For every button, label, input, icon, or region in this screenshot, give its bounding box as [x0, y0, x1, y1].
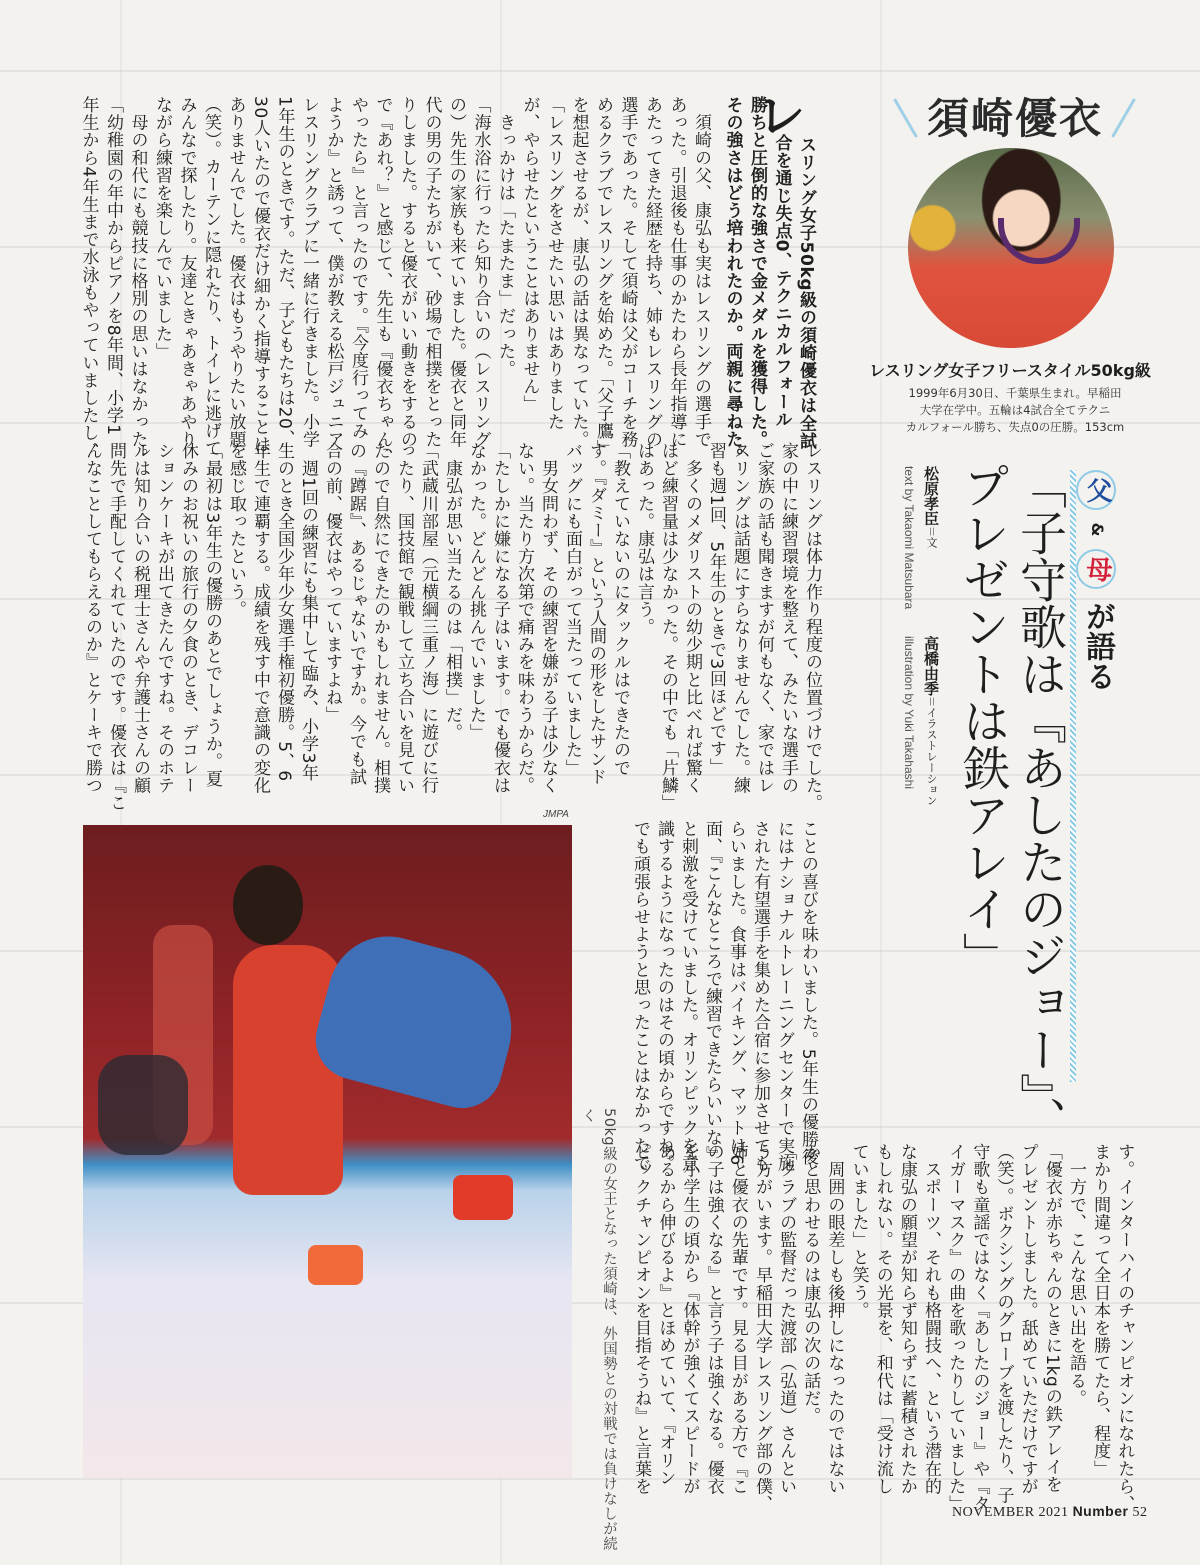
- article-line: 「武蔵川部屋（元横綱三重ノ海）に遊びに行: [418, 442, 438, 794]
- photo-credit: JMPA: [543, 809, 569, 820]
- photo-wrestler-head: [233, 865, 303, 945]
- article-line: あるから伸びるよ』とほめていて、『オリン: [655, 1143, 676, 1487]
- article-line: なかった。どんどん挑んでいました」: [466, 442, 486, 742]
- writer-role: ＝文: [925, 526, 938, 548]
- father-badge: 父: [1076, 470, 1116, 510]
- page-footer: [952, 1503, 1147, 1521]
- article-line: スポーツ、それも格闘技へ、という潜在的: [921, 1143, 942, 1495]
- article-line: ようか』と誘って、僕が教える松戸ジュニア: [323, 96, 344, 448]
- article-line: もしれない。その光景を、和代は「受け流し: [872, 1143, 893, 1495]
- article-lead: [720, 96, 818, 466]
- article-line: 休みのお祝いの旅行の夕食のとき、デコレー: [178, 442, 198, 794]
- article-line: 年生から4年生まで水泳もやっていましたし、: [78, 96, 99, 460]
- article-line: 生のとき全国少年少女選手権初優勝。5、6: [274, 442, 294, 782]
- article-line: （笑）。ボクシングのグローブを渡したり、子: [993, 1143, 1014, 1505]
- article-line: 識するようになったのはその頃からですね。: [654, 820, 674, 1172]
- article-line: スリング女子50kg級の須崎優衣は全試: [796, 136, 816, 450]
- article-line: 30人いたので優衣だけ細かく指導することは: [250, 96, 270, 454]
- drop-cap: レ: [757, 88, 806, 144]
- article-line: 代の男の子たちがいて、砂場で相撲をとった: [421, 96, 442, 448]
- article-line: りしました。すると優衣がいい動きをするの: [397, 96, 417, 448]
- article-line: ピックチャンピオンを目指そうね』と言葉を: [631, 1143, 652, 1495]
- article-line: 須崎の父、康弘も実はレスリングの選手で: [691, 96, 711, 448]
- photo-shoe: [453, 1175, 513, 1220]
- article-line: バッグにも面白がって当たっていました」: [562, 442, 582, 777]
- headline-title-line2: プレゼントは鉄アレイ」: [955, 462, 1010, 979]
- kicker-ampersand: &: [1088, 522, 1107, 537]
- bio-line: 1999年6月30日、千葉県生まれ。早稲田: [908, 386, 1122, 400]
- article-line: 康弘が思い当たるのは「相撲」だ。: [442, 442, 462, 742]
- article-line: 「幼稚園の年中からピアノを8年間、小学1: [103, 96, 123, 436]
- article-line: 1年生のときです。ただ、子どもたちは20、: [274, 96, 295, 448]
- article-line: ことの喜びを味わいました。5年生の優勝後: [798, 820, 818, 1166]
- article-line: の子は強くなる』と言う子は強くなる。優衣: [703, 1143, 724, 1495]
- illustrator-role: ＝イラストレーション: [925, 696, 938, 806]
- article-line: めるクラブでレスリングを始めた。「父子鷹」: [593, 96, 613, 458]
- article-line: でも頑張らせようと思ったことはなかったで: [630, 820, 650, 1172]
- article-line: あたってきた経歴を持ち、姉もレスリングの: [642, 96, 662, 448]
- article-line: 一方で、こんな思い出を語る。: [1065, 1143, 1086, 1407]
- article-line: 問先で手配してくれていたのです。優衣は『こ: [106, 442, 126, 812]
- article-line: ありませんでした。優衣はもうやりたい放題: [225, 96, 246, 448]
- article-line: 合の前、優衣はやっていますよね」: [322, 442, 342, 724]
- headline-title-line1: 「子守歌は『あしたのジョー』、: [1012, 462, 1067, 1144]
- article-line: 多くのメダリストの幼少期と比べれば驚く: [682, 442, 702, 794]
- article-line: 「海水浴に行ったら知り合いの（レスリング: [470, 96, 491, 448]
- article-line: 周囲の眼差しも後押しになったのではない: [824, 1143, 845, 1495]
- article-line: 家の中に練習環境を整えて、みたいな選手の: [778, 442, 798, 794]
- writer-credit: [920, 466, 942, 548]
- article-line: たので自然にできたのかもしれません。相撲: [370, 442, 390, 794]
- article-line: はあった。康弘は言う。: [634, 442, 654, 636]
- article-line: かと思わせるのは康弘の次の話だ。: [800, 1143, 821, 1425]
- article-block-2: [80, 442, 824, 812]
- article-line: 「優衣が赤ちゃんのときに1kgの鉄アレイを: [1041, 1143, 1062, 1494]
- magazine-name: Number: [1072, 1503, 1129, 1519]
- issue-date: NOVEMBER 2021: [952, 1505, 1069, 1520]
- article-line: を想起させるが、康弘の話は異なっていた。: [568, 96, 589, 448]
- bio-line: カルフォール勝ち、失点0の圧勝。153cm: [905, 420, 1125, 434]
- article-line: ながら練習を楽しんでいました」: [152, 96, 172, 360]
- article-line: 面、『こんなところで練習できたらいいな』: [702, 820, 722, 1164]
- article-line: みんなで探したり。友達ときゃあきゃあやり: [176, 96, 197, 448]
- article-line: まかり間違って全日本を勝てたら、程度」: [1090, 1143, 1111, 1478]
- medal-ribbon: [998, 218, 1080, 264]
- photo-caption: 50kg級の女王となった須崎は、外国勢との対戦では負けなしが続く: [580, 1108, 617, 1552]
- athlete-portrait-photo: [908, 148, 1114, 348]
- article-line: あった。引退後も仕事のかたわら長年指導に: [666, 96, 687, 448]
- article-line: が、やらせたということはありません」: [519, 96, 540, 413]
- illustrator-credit: [920, 636, 942, 806]
- writer-credit-en: text by Takaomi Matsubara: [902, 466, 916, 610]
- article-line: を感じ取ったという。: [226, 442, 246, 618]
- article-line: レスリングは体力作り程度の位置づけでした。: [802, 442, 822, 812]
- article-line: 姉と優衣の先輩です。見る目がある方で『こ: [727, 1143, 748, 1495]
- athlete-name: 須崎優衣: [926, 94, 1103, 143]
- article-line: を小学生の頃から『体幹が強くてスピードが: [679, 1143, 700, 1495]
- article-line: 勝ちと圧倒的な強さで金メダルを獲得した。: [747, 96, 767, 448]
- kicker-text: が語る: [1080, 601, 1115, 692]
- photo-photographer: [98, 1055, 188, 1155]
- article-line: 合を通じ失点0、テクニカルフォール: [771, 134, 792, 429]
- athlete-division: レスリング女子フリースタイル50kg級: [869, 361, 1151, 380]
- article-line: ていました」と笑う。: [848, 1143, 869, 1319]
- article-line: 「教えていないのにタックルはできたので: [610, 442, 630, 777]
- article-line: ったり、国技館で観戦して立ち合いを見てい: [394, 442, 414, 794]
- article-line: にはナショナルトレーニングセンターで実施: [774, 820, 794, 1172]
- article-line: ご家族の話も聞きますが何もなく、家ではレ: [754, 442, 774, 794]
- article-line: イガーマスク』の曲を歌ったりしていました」: [945, 1143, 966, 1513]
- article-line: レスリングクラブに一緒に行きました。小学: [299, 96, 319, 448]
- article-line: 男女問わず、その練習を嫌がる子は少なく: [538, 442, 558, 794]
- article-block-1: [76, 96, 713, 466]
- article-line: （笑）。カーテンに隠れたり、トイレに逃げて: [201, 96, 221, 458]
- article-line: 習も週1回、5年生のときで3回ほどです」: [706, 442, 726, 776]
- article-line: きっかけは「たまたま」だった。: [495, 96, 515, 378]
- article-line: の『蹲踞』、あるじゃないですか。今でも試: [346, 442, 366, 786]
- article-line: 母の和代にも競技に格別の思いはなかった。: [127, 96, 148, 466]
- illustrator-credit-en: illustration by Yuki Takahashi: [902, 636, 916, 789]
- article-line: ションケーキが出てきたんですね。そのホテ: [154, 442, 174, 794]
- athlete-bio: [895, 385, 1135, 436]
- article-line: 「たしかに嫌になる子はいます。でも優衣は: [490, 442, 510, 794]
- article-line: と刺激を受けていました。オリンピックを意: [678, 820, 698, 1172]
- article-line: された有望選手を集めた合宿に参加させても: [750, 820, 770, 1172]
- photo-shoe: [308, 1245, 363, 1285]
- article-line: ほど練習量は少なかった。その中でも「片鱗」: [658, 442, 678, 812]
- wrestling-match-photo: [83, 825, 572, 1478]
- article-line: す。インターハイのチャンピオンになれたら、: [1114, 1143, 1135, 1513]
- illustrator-name: 高橋由季: [922, 636, 940, 696]
- article-line: んなことしてもらえるのか』とケーキで勝つ: [82, 442, 102, 794]
- article-line: 守歌も童謡ではなく『あしたのジョー』や『タ: [969, 1143, 990, 1513]
- article-block-3: [628, 820, 820, 1172]
- article-line: す。『ダミー』という人間の形をしたサンド: [586, 442, 606, 786]
- headline-kicker: [1076, 468, 1117, 691]
- article-line: やったら』と言ったのです。『今度行ってみ: [348, 96, 368, 440]
- article-line: 選手であった。そして須崎は父がコーチを務: [617, 96, 638, 448]
- article-line: プレゼントしました。舐めていただけですが: [1017, 1143, 1038, 1495]
- article-line: の）先生の家族も来ていました。優衣と同年: [446, 96, 466, 448]
- article-line: 年生で連覇する。成績を残す中で意識の変化: [250, 442, 270, 794]
- article-line: らいました。食事はバイキング、マットは6: [726, 820, 746, 1166]
- page-number: 52: [1132, 1505, 1148, 1520]
- article-line: スリングは話題にすらなりませんでした。練: [730, 442, 750, 794]
- article-line: 「クラブの監督だった渡部（弘道）さんとい: [776, 1143, 797, 1495]
- mother-badge: 母: [1076, 549, 1116, 589]
- article-line: う方がいます。早稲田大学レスリング部の僕、: [751, 1143, 772, 1513]
- photo-wrestler-red: [233, 945, 343, 1195]
- article-line: で『あれ？』と感じて、先生も『優衣ちゃん、: [372, 96, 393, 466]
- article-line: 週1回の練習にも集中して臨み、小学3年: [298, 442, 318, 782]
- article-line: 「レスリングをさせたい思いはありました: [544, 96, 564, 431]
- article-line: その強さはどう培われたのか。両親に尋ねた。: [722, 96, 743, 466]
- article-line: ルは知り合いの税理士さんや弁護士さんの顧: [130, 442, 150, 794]
- writer-name: 松原孝臣: [922, 466, 940, 526]
- bio-line: 大学在学中。五輪は4試合全てテクニ: [919, 403, 1111, 417]
- article-line: ない。当たり方次第で痛みを味わうからだ。: [514, 442, 534, 794]
- article-line: 「最初は3年生の優勝のあとでしょうか。夏: [202, 442, 222, 788]
- article-line: な康弘の願望が知らず知らずに蓄積されたか: [896, 1143, 917, 1495]
